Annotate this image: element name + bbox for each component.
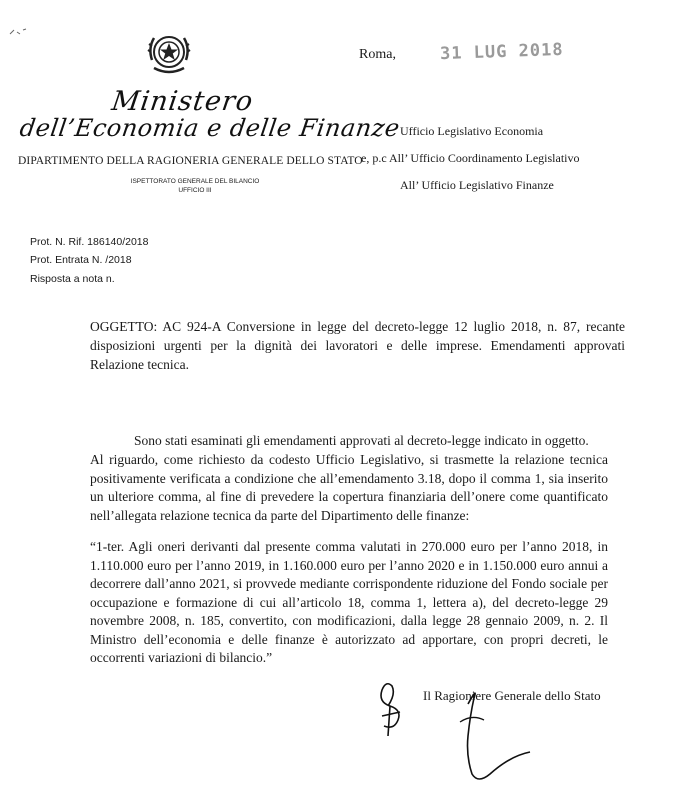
italian-republic-emblem-icon: [146, 30, 192, 78]
recipient-1: Ufficio Legislativo Economia: [400, 124, 544, 138]
department-name: DIPARTIMENTO DELLA RAGIONERIA GENERALE DELLO STATO: [18, 155, 363, 167]
date-stamp: 31 LUG 2018: [439, 39, 564, 65]
body-paragraph-2: Al riguardo, come richiesto da codesto Ufficio Legislativo, si trasmette la relazione tecnica positivamente verificata a condizione che all’emendamento 3.18, dopo il comma 1, sia inserito un ulteriore comma, al fine di prevedere la copertura finanziaria dell’onere come quantificato nell’allegata relazione tecnica da parte del Dipartimento delle finanze:: [90, 452, 608, 523]
recipient-2: e, p.c All’ Ufficio Coordinamento Legislativo: [361, 151, 580, 165]
ministry-name-line2: dell’Economia e delle Finanze: [18, 114, 402, 142]
inspectorate-name: ISPETTORATO GENERALE DEL BILANCIO: [130, 178, 260, 185]
amendment-quote: “1-ter. Agli oneri derivanti dal presente comma valutati in 270.000 euro per l’anno 2018, in 1.110.000 euro per l’anno 2019, in 1.160.000 euro per l’anno 2020 e in 1.150.000 euro annui a decorrere dall’anno 2021, si provvede mediante corrispondente riduzione del Fondo sociale per occupazione e formazione di cui all’articolo 18, comma 1, lettera a), del decreto-legge 29 novembre 2008, n. 185, convertito, con modificazioni, dalla legge 28 gennaio 2009, n. 2. Il Ministro dell’economia e delle finanze è autorizzato ad apportare, con propri decreti, le occorrenti variazioni di bilancio.”: [90, 539, 608, 665]
inspectorate-block: [120, 177, 270, 195]
protocol-reply: Risposta a nota n.: [30, 273, 115, 285]
place-label: Roma,: [359, 47, 396, 62]
handwritten-signature: [360, 676, 540, 786]
recipient-3: All’ Ufficio Legislativo Finanze: [400, 178, 554, 192]
body-paragraph-1: Sono stati esaminati gli emendamenti approvati al decreto-legge indicato in oggetto.: [134, 433, 589, 448]
ministry-name-line1: Ministero: [109, 86, 256, 117]
protocol-ref: Prot. N. Rif. 186140/2018: [30, 236, 149, 248]
signer-title: Il Ragioniere Generale dello Stato: [423, 688, 601, 703]
scan-mark: [8, 26, 34, 38]
protocol-entry: Prot. Entrata N. /2018: [30, 254, 132, 266]
office-name: UFFICIO III: [178, 187, 212, 194]
subject-text: OGGETTO: AC 924-A Conversione in legge del decreto-legge 12 luglio 2018, n. 87, recante disposizioni urgenti per la dignità dei lavoratori e delle imprese. Emendamenti approvati Relazione tecnica.: [90, 319, 625, 372]
